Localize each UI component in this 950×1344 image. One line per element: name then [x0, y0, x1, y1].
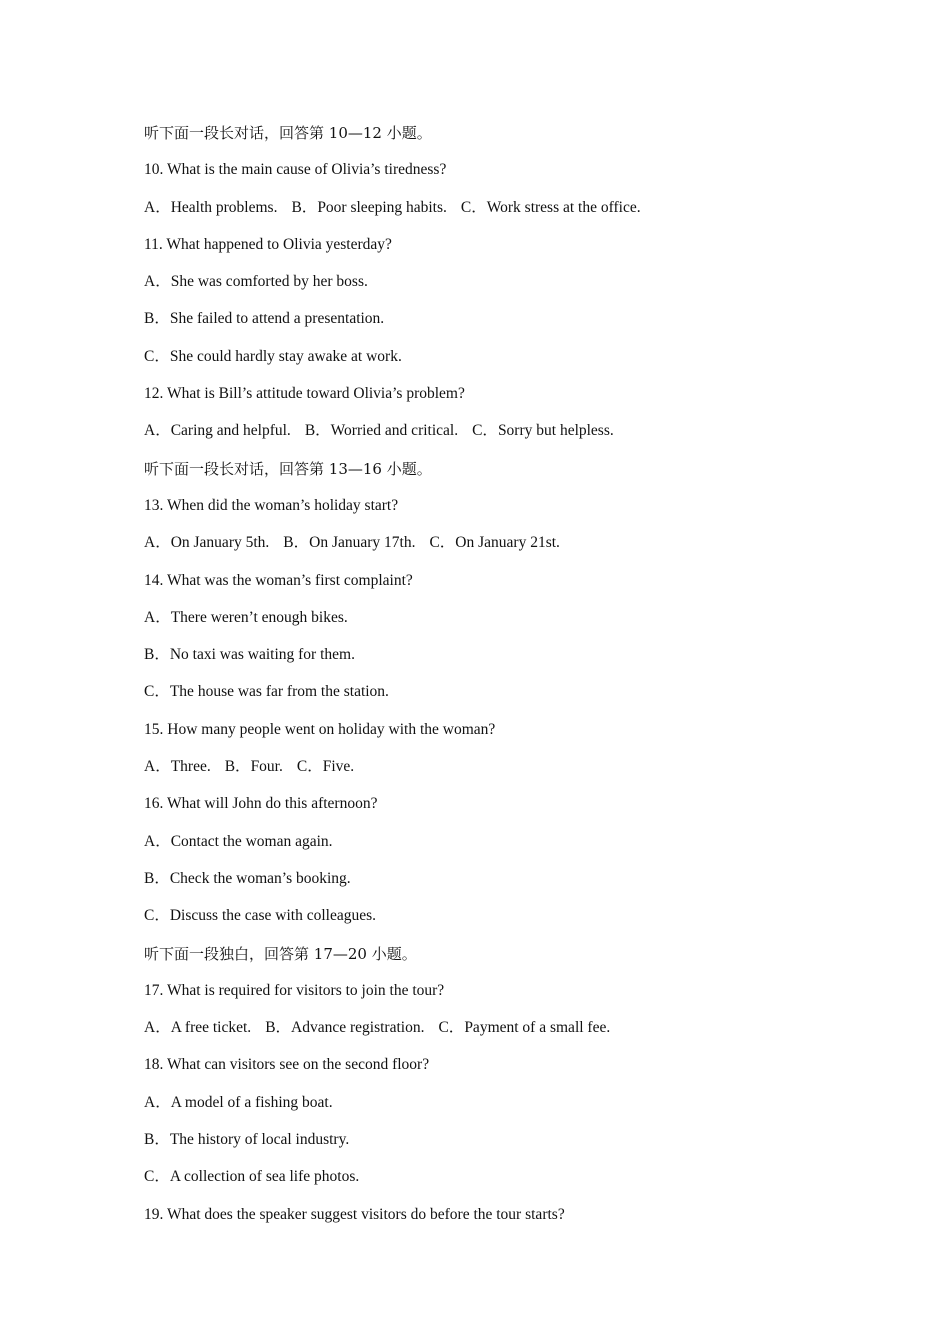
answer-options-row [144, 1017, 844, 1054]
option-text: There weren’t enough bikes. [170, 608, 348, 626]
option-text: Three. [170, 758, 211, 776]
option-letter: C． [144, 683, 170, 701]
answer-option [144, 1129, 844, 1166]
option-letter: C． [144, 907, 170, 925]
answer-option [144, 681, 844, 718]
option-text: A collection of sea life photos. [169, 1168, 360, 1186]
answer-options-row [144, 756, 844, 793]
option-letter: A． [144, 1093, 171, 1111]
option-letter: A． [144, 422, 171, 440]
option-letter: B． [291, 198, 318, 216]
section-heading: 听下面一段长对话，回答第 13—16 小题。 [144, 459, 432, 478]
option-text: Sorry but helpless. [497, 422, 614, 440]
option-letter: A． [144, 758, 171, 776]
option-text: She was comforted by her boss. [170, 273, 368, 291]
answer-options-row [144, 197, 844, 234]
question-text: 16. What will John do this afternoon? [144, 795, 378, 813]
question-text: 19. What does the speaker suggest visitors do before the tour starts? [144, 1205, 565, 1223]
option-text: Work stress at the office. [486, 198, 641, 216]
option-letter: A． [144, 198, 171, 216]
answer-option [144, 1017, 251, 1039]
option-letter: A． [144, 608, 171, 626]
option-text: A free ticket. [170, 1019, 252, 1037]
question-text: 12. What is Bill’s attitude toward Olivia’s problem? [144, 385, 465, 403]
section-heading: 听下面一段长对话，回答第 10—12 小题。 [144, 124, 432, 142]
option-text: The history of local industry. [169, 1131, 350, 1149]
question-text: 11. What happened to Olivia yesterday? [144, 235, 392, 253]
option-letter: B． [283, 534, 310, 552]
answer-option [144, 346, 844, 383]
option-letter: C． [296, 758, 323, 776]
answer-options-row [144, 420, 844, 457]
option-text: On January 21st. [455, 534, 560, 552]
answer-option [144, 308, 844, 345]
option-letter: C． [144, 1168, 170, 1186]
answer-option [144, 532, 269, 554]
option-letter: B． [144, 869, 170, 887]
answer-option [144, 271, 844, 308]
question-list [144, 122, 844, 1241]
option-text: Advance registration. [291, 1019, 425, 1037]
question-text: 13. When did the woman’s holiday start? [144, 496, 399, 514]
option-text: Discuss the case with colleagues. [169, 907, 377, 925]
option-letter: C． [438, 1019, 465, 1037]
answer-option [144, 756, 211, 778]
answer-option [283, 532, 415, 554]
option-letter: C． [429, 534, 456, 552]
answer-option [225, 756, 283, 778]
answer-option [461, 197, 641, 219]
answer-option [144, 905, 844, 942]
option-letter: C． [460, 198, 487, 216]
option-text: She failed to attend a presentation. [169, 310, 385, 328]
question-text: 14. What was the woman’s first complaint? [144, 571, 413, 589]
answer-option [429, 532, 559, 554]
option-text: Five. [322, 758, 355, 776]
option-letter: B． [144, 310, 170, 328]
answer-option [144, 420, 291, 442]
answer-option [144, 1166, 844, 1203]
option-text: On January 17th. [309, 534, 416, 552]
option-letter: B． [144, 1131, 170, 1149]
question-text: 10. What is the main cause of Olivia’s tiredness? [144, 161, 447, 179]
option-letter: B． [265, 1019, 292, 1037]
option-letter: A． [144, 1019, 171, 1037]
answer-option [144, 197, 277, 219]
option-text: Check the woman’s booking. [169, 869, 351, 887]
option-text: No taxi was waiting for them. [169, 646, 355, 664]
answer-option [438, 1017, 610, 1039]
answer-option [291, 197, 446, 219]
option-letter: A． [144, 273, 171, 291]
question-text: 15. How many people went on holiday with the woman? [144, 720, 496, 738]
answer-option [265, 1017, 424, 1039]
option-text: Worried and critical. [330, 422, 459, 440]
option-letter: A． [144, 534, 171, 552]
option-text: On January 5th. [170, 534, 270, 552]
answer-option [144, 868, 844, 905]
answer-option [144, 1092, 844, 1129]
option-text: A model of a fishing boat. [170, 1093, 333, 1111]
option-letter: B． [224, 758, 251, 776]
option-letter: C． [472, 422, 498, 440]
option-text: Health problems. [170, 198, 278, 216]
answer-option [144, 831, 844, 868]
section-heading: 听下面一段独白，回答第 17—20 小题。 [144, 944, 417, 963]
answer-option [144, 644, 844, 681]
option-text: Four. [250, 758, 283, 776]
option-text: Caring and helpful. [170, 422, 291, 440]
option-text: Payment of a small fee. [464, 1019, 611, 1037]
answer-option [144, 607, 844, 644]
option-text: The house was far from the station. [169, 683, 389, 701]
answer-option [297, 756, 354, 778]
option-text: Poor sleeping habits. [317, 198, 447, 216]
option-letter: B． [144, 646, 170, 664]
option-letter: A． [144, 832, 171, 850]
answer-option [472, 420, 614, 442]
option-text: She could hardly stay awake at work. [169, 347, 402, 365]
option-letter: B． [304, 422, 331, 440]
question-text: 17. What is required for visitors to join the tour? [144, 981, 445, 999]
question-text: 18. What can visitors see on the second floor? [144, 1056, 430, 1074]
option-letter: C． [144, 347, 170, 365]
answer-options-row [144, 532, 844, 569]
option-text: Contact the woman again. [170, 832, 333, 850]
answer-option [305, 420, 458, 442]
